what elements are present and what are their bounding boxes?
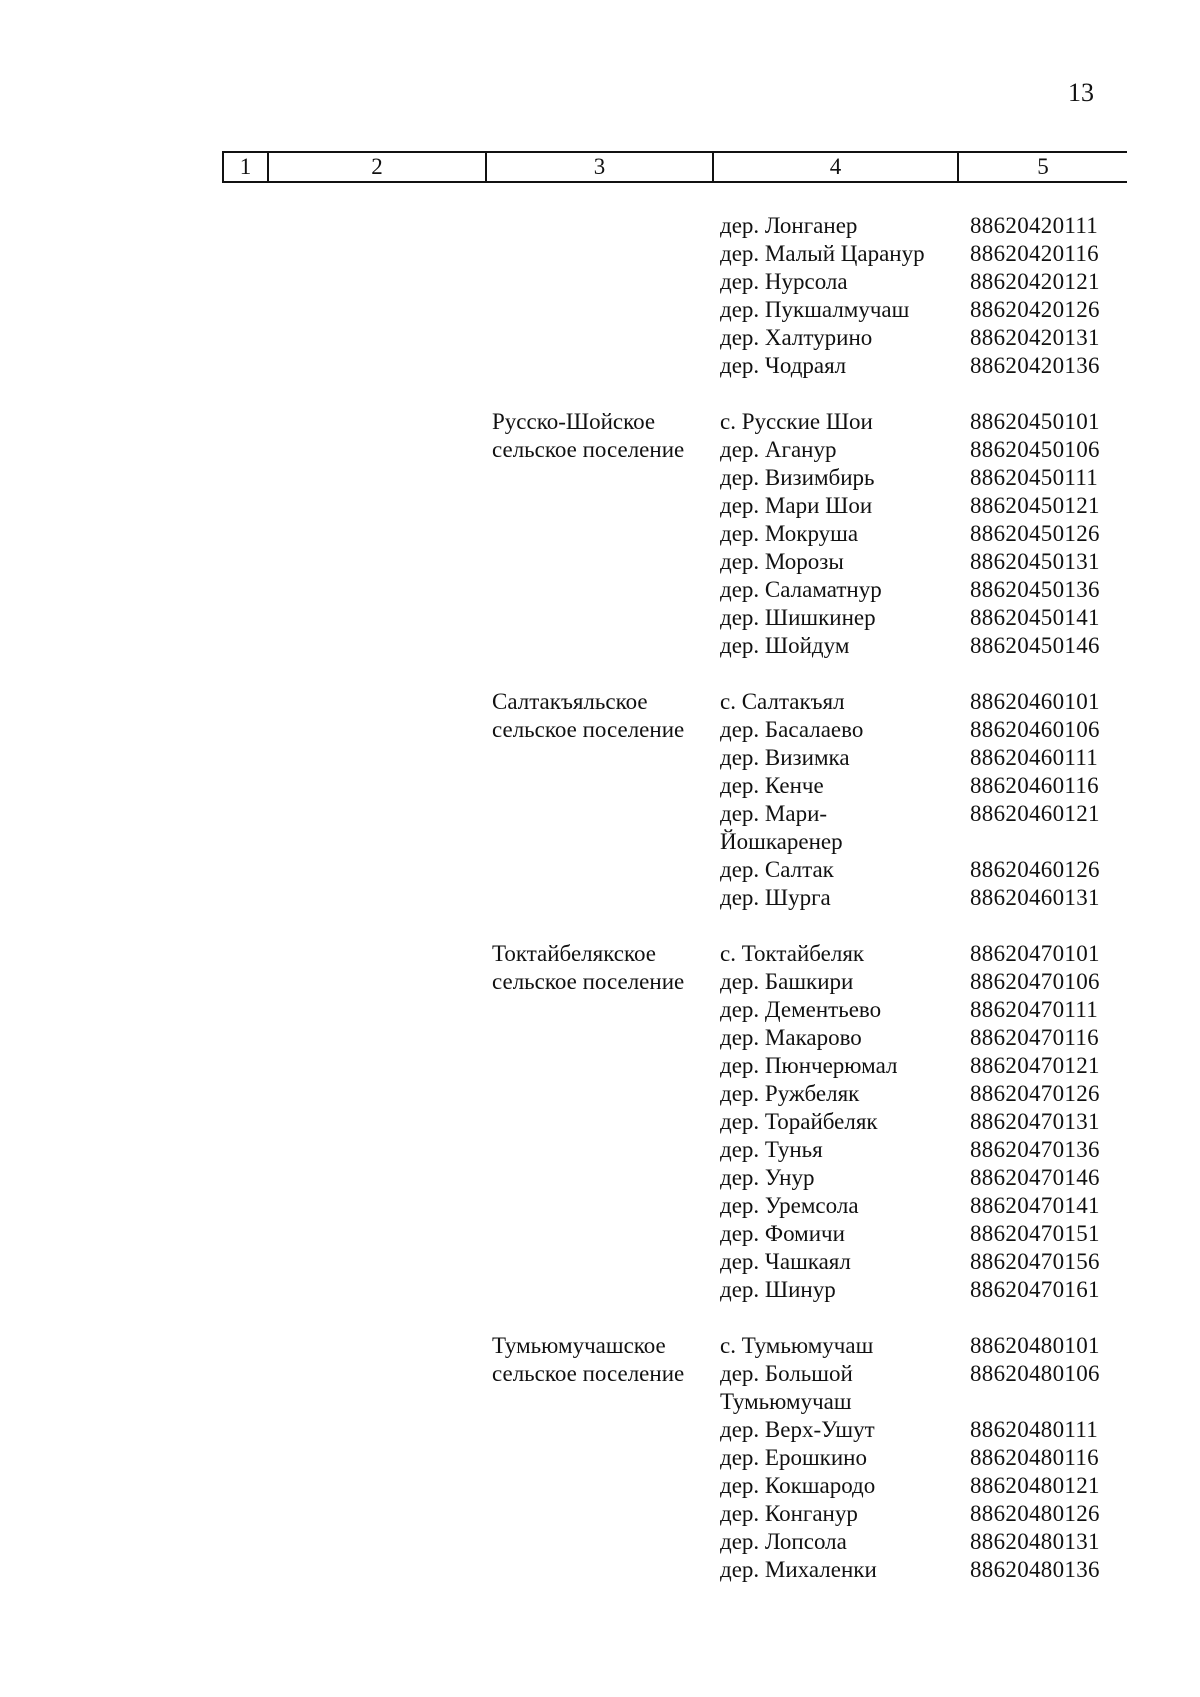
place-name: дер. Конганур <box>720 1501 858 1526</box>
place-name: дер. Верх-Ушут <box>720 1417 875 1442</box>
column-header-3: 3 <box>485 153 712 181</box>
place-name: дер. Визимка <box>720 745 850 770</box>
place-name: дер. Халтурино <box>720 325 873 350</box>
oktmo-code: 88620470141 <box>970 1193 1100 1218</box>
oktmo-code: 88620450111 <box>970 465 1099 490</box>
table-row <box>0 548 1200 576</box>
table-row <box>0 352 1200 380</box>
settlement-name: Салтакъяльское сельское поселение <box>492 689 685 742</box>
place-name: дер. Мари Шои <box>720 493 873 518</box>
oktmo-code: 88620450146 <box>970 633 1100 658</box>
table-row <box>0 1500 1200 1528</box>
table-row <box>0 1444 1200 1472</box>
oktmo-code: 88620470121 <box>970 1053 1100 1078</box>
place-name: дер. Нурсола <box>720 269 848 294</box>
table-row <box>0 296 1200 324</box>
oktmo-code: 88620470116 <box>970 1025 1099 1050</box>
oktmo-code: 88620470156 <box>970 1249 1100 1274</box>
place-name: дер. Пюнчерюмал <box>720 1053 898 1078</box>
place-name: дер. Аганур <box>720 437 837 462</box>
oktmo-code: 88620460116 <box>970 773 1099 798</box>
table-row <box>0 1136 1200 1164</box>
oktmo-code: 88620480111 <box>970 1417 1099 1442</box>
settlement-name: Русско-Шойское сельское поселение <box>492 409 685 462</box>
table-row <box>0 1556 1200 1584</box>
table-row <box>0 212 1200 240</box>
place-name: дер. Мари- Йошкаренер <box>720 801 843 854</box>
place-name: дер. Кенче <box>720 773 824 798</box>
table-header <box>222 151 1127 183</box>
oktmo-code: 88620470101 <box>970 941 1100 966</box>
oktmo-code: 88620470161 <box>970 1277 1100 1302</box>
table-row <box>0 1052 1200 1080</box>
table-row <box>0 744 1200 772</box>
table-row <box>0 464 1200 492</box>
settlement-name: Тумьюмучашское сельское поселение <box>492 1333 685 1386</box>
oktmo-code: 88620480121 <box>970 1473 1100 1498</box>
oktmo-code: 88620470111 <box>970 997 1099 1022</box>
settlement-name: Токтайбелякское сельское поселение <box>492 941 685 994</box>
table-row <box>0 240 1200 268</box>
column-header-5: 5 <box>957 153 1127 181</box>
oktmo-code: 88620450136 <box>970 577 1100 602</box>
oktmo-code: 88620450126 <box>970 521 1100 546</box>
column-header-4: 4 <box>712 153 957 181</box>
place-name: дер. Пукшалмучаш <box>720 297 910 322</box>
place-name: дер. Мокруша <box>720 521 859 546</box>
place-name: дер. Унур <box>720 1165 815 1190</box>
table-row <box>0 1220 1200 1248</box>
oktmo-code: 88620420121 <box>970 269 1100 294</box>
table-row <box>0 1276 1200 1304</box>
place-name: с. Русские Шои <box>720 409 873 434</box>
table-row <box>0 1472 1200 1500</box>
oktmo-code: 88620460111 <box>970 745 1099 770</box>
table-row <box>0 1416 1200 1444</box>
page-number: 13 <box>1068 78 1094 107</box>
place-name: дер. Макарово <box>720 1025 862 1050</box>
place-name: дер. Дементьево <box>720 997 882 1022</box>
table-row <box>0 1080 1200 1108</box>
oktmo-code: 88620480136 <box>970 1557 1100 1582</box>
oktmo-code: 88620470151 <box>970 1221 1100 1246</box>
oktmo-code: 88620480101 <box>970 1333 1100 1358</box>
settlement-section <box>0 212 1200 380</box>
place-name: дер. Тунья <box>720 1137 823 1162</box>
place-name: дер. Чашкаял <box>720 1249 851 1274</box>
place-name: дер. Михаленки <box>720 1557 877 1582</box>
table-row <box>0 324 1200 352</box>
place-name: дер. Кокшародо <box>720 1473 876 1498</box>
oktmo-code: 88620480116 <box>970 1445 1099 1470</box>
oktmo-code: 88620480131 <box>970 1529 1100 1554</box>
table-row <box>0 1108 1200 1136</box>
table-row <box>0 632 1200 660</box>
table-row <box>0 856 1200 884</box>
oktmo-code: 88620460126 <box>970 857 1100 882</box>
oktmo-code: 88620420131 <box>970 325 1100 350</box>
table-row <box>0 268 1200 296</box>
oktmo-code: 88620480106 <box>970 1361 1100 1386</box>
table-row <box>0 996 1200 1024</box>
settlement-section <box>0 1332 1200 1584</box>
place-name: дер. Басалаево <box>720 717 864 742</box>
place-name: дер. Шойдум <box>720 633 850 658</box>
place-name: с. Тумьюмучаш <box>720 1333 874 1358</box>
oktmo-code: 88620420136 <box>970 353 1100 378</box>
settlement-section <box>0 408 1200 660</box>
place-name: дер. Шурга <box>720 885 831 910</box>
oktmo-code: 88620450141 <box>970 605 1100 630</box>
oktmo-code: 88620460131 <box>970 885 1100 910</box>
table-row <box>0 604 1200 632</box>
place-name: дер. Башкири <box>720 969 854 994</box>
place-name: дер. Большой Тумьюмучаш <box>720 1361 853 1414</box>
place-name: дер. Шинур <box>720 1277 836 1302</box>
oktmo-code: 88620460121 <box>970 801 1100 826</box>
place-name: дер. Морозы <box>720 549 844 574</box>
table-row <box>0 1248 1200 1276</box>
place-name: дер. Ружбеляк <box>720 1081 860 1106</box>
place-name: дер. Лопсола <box>720 1529 847 1554</box>
place-name: дер. Торайбеляк <box>720 1109 878 1134</box>
table-row <box>0 884 1200 912</box>
oktmo-code: 88620450121 <box>970 493 1100 518</box>
place-name: дер. Саламатнур <box>720 577 882 602</box>
table-row <box>0 576 1200 604</box>
place-name: дер. Шишкинер <box>720 605 876 630</box>
table-row <box>0 772 1200 800</box>
place-name: дер. Малый Царанур <box>720 241 925 266</box>
oktmo-code: 88620450131 <box>970 549 1100 574</box>
table-row <box>0 1192 1200 1220</box>
table-row <box>0 520 1200 548</box>
oktmo-code: 88620420111 <box>970 213 1099 238</box>
place-name: дер. Визимбирь <box>720 465 875 490</box>
oktmo-code: 88620470126 <box>970 1081 1100 1106</box>
table-row <box>0 492 1200 520</box>
table-row <box>0 1528 1200 1556</box>
place-name: с. Токтайбеляк <box>720 941 865 966</box>
place-name: дер. Лонганер <box>720 213 858 238</box>
place-name: дер. Салтак <box>720 857 834 882</box>
oktmo-code: 88620450106 <box>970 437 1100 462</box>
oktmo-code: 88620470146 <box>970 1165 1100 1190</box>
table-row <box>0 800 1200 856</box>
oktmo-code: 88620480126 <box>970 1501 1100 1526</box>
place-name: с. Салтакъял <box>720 689 845 714</box>
place-name: дер. Фомичи <box>720 1221 845 1246</box>
oktmo-code: 88620420116 <box>970 241 1099 266</box>
oktmo-code: 88620420126 <box>970 297 1100 322</box>
oktmo-code: 88620450101 <box>970 409 1100 434</box>
table-row <box>0 1164 1200 1192</box>
column-header-2: 2 <box>267 153 485 181</box>
settlement-section <box>0 688 1200 912</box>
column-header-1: 1 <box>222 153 267 181</box>
place-name: дер. Чодраял <box>720 353 847 378</box>
table-row <box>0 1024 1200 1052</box>
settlement-section <box>0 940 1200 1304</box>
place-name: дер. Уремсола <box>720 1193 859 1218</box>
oktmo-code: 88620470131 <box>970 1109 1100 1134</box>
oktmo-code: 88620460106 <box>970 717 1100 742</box>
table-body <box>0 212 1200 1584</box>
place-name: дер. Ерошкино <box>720 1445 867 1470</box>
oktmo-code: 88620460101 <box>970 689 1100 714</box>
oktmo-code: 88620470106 <box>970 969 1100 994</box>
oktmo-code: 88620470136 <box>970 1137 1100 1162</box>
